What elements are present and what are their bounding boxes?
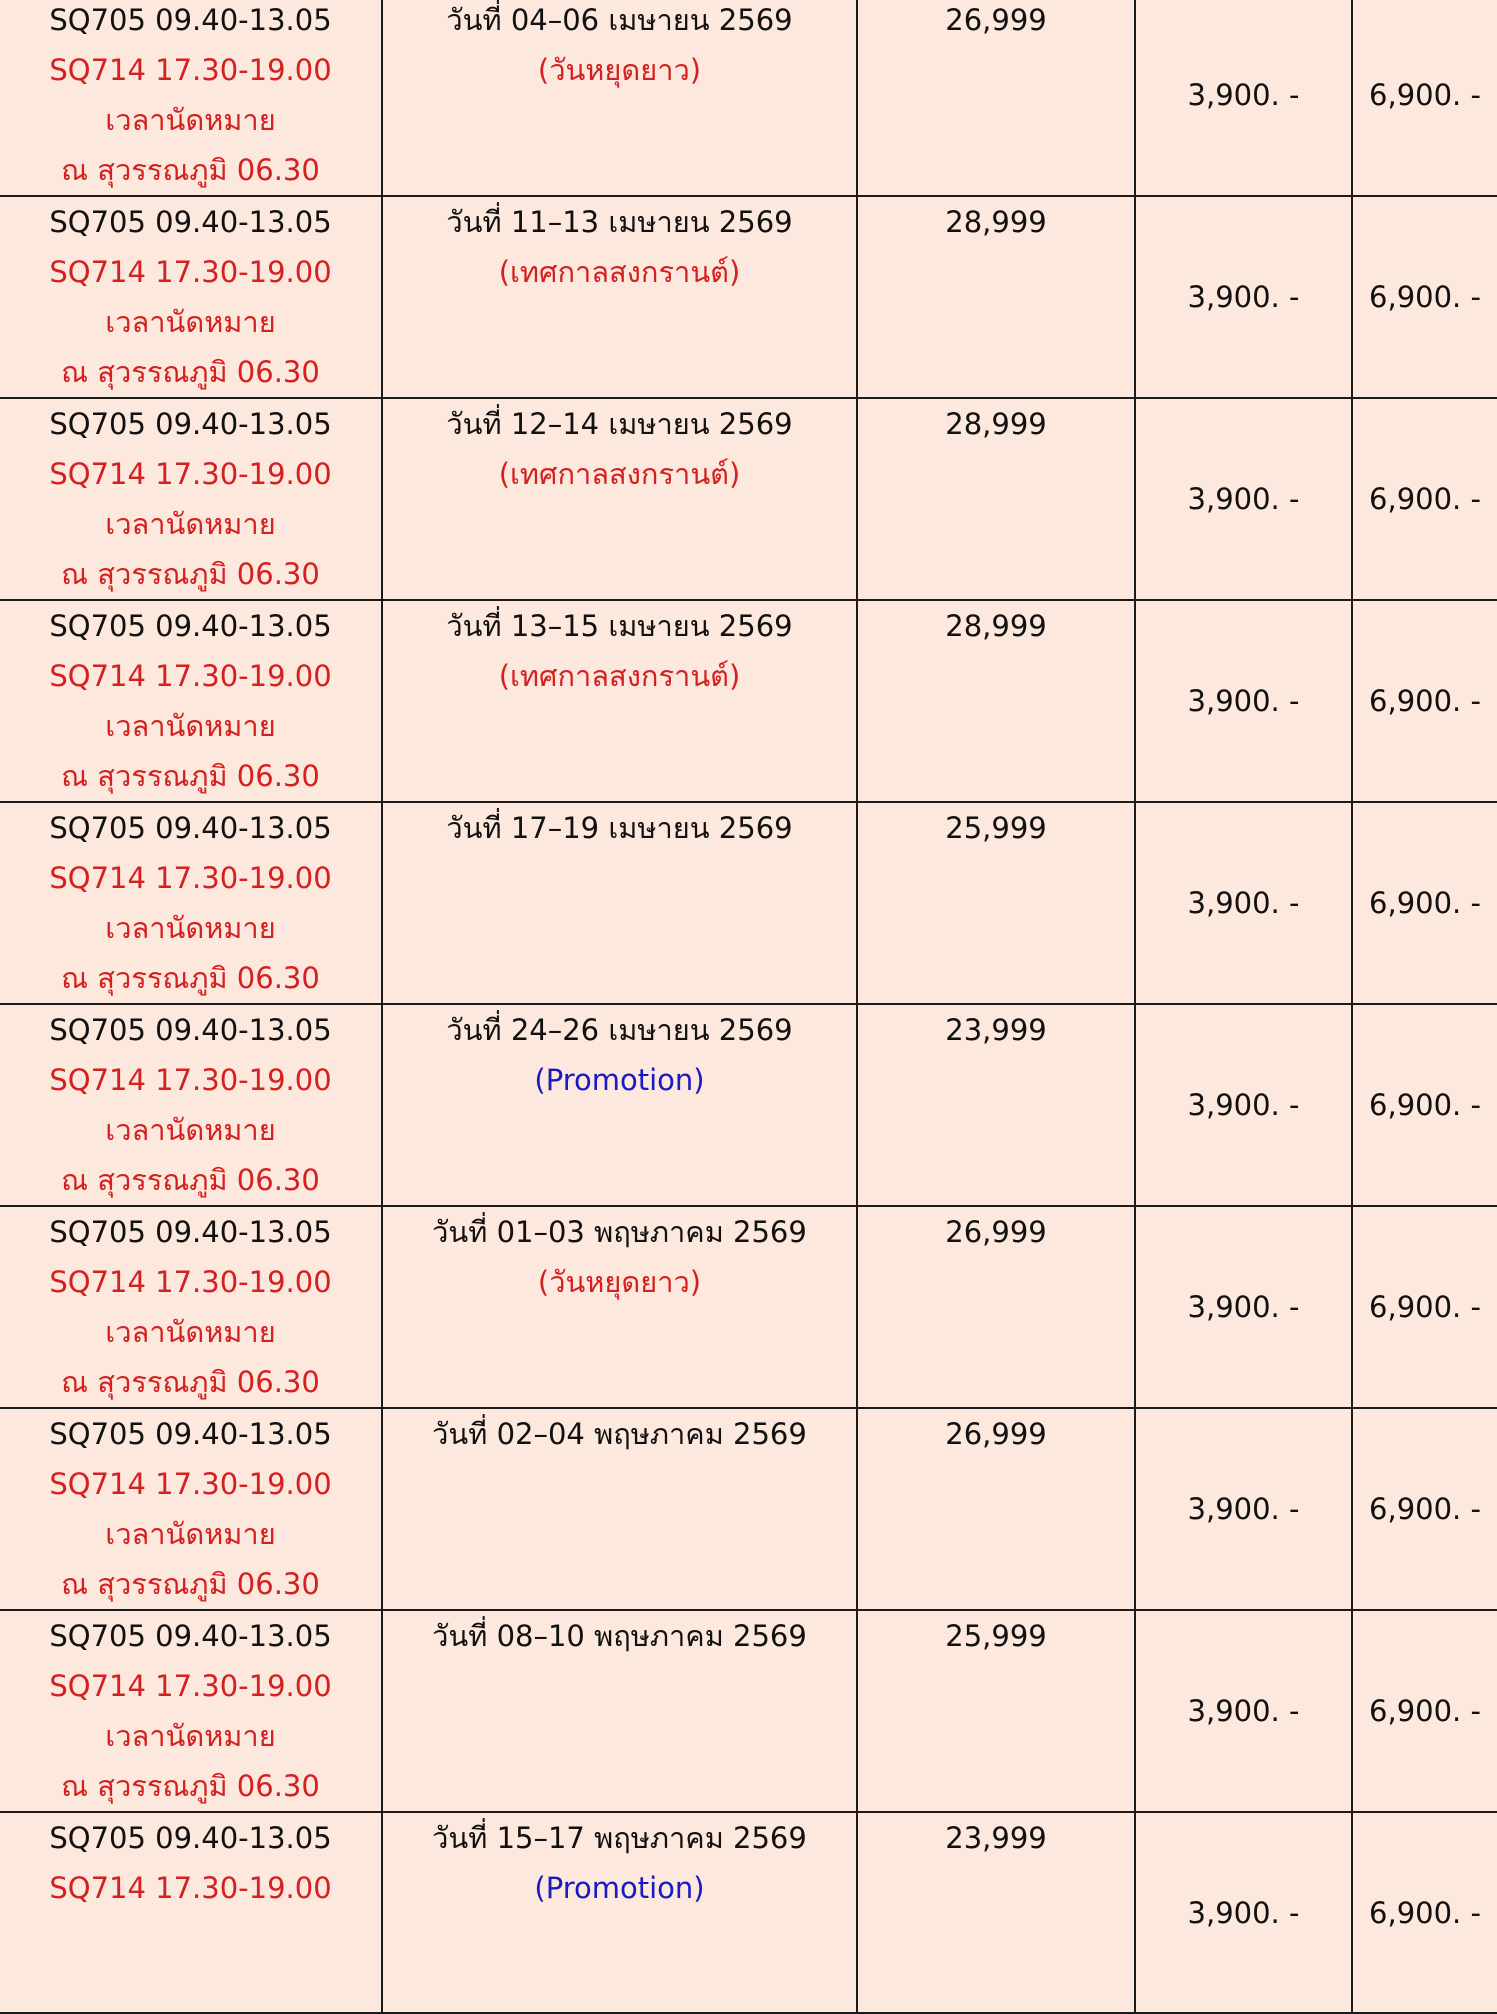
travel-date-cell	[382, 1206, 857, 1408]
single-supplement-cell	[1352, 196, 1497, 398]
single-supplement-value: 6,900. -	[1369, 684, 1481, 718]
single-supplement-value: 6,900. -	[1369, 886, 1481, 920]
meeting-time-label: เวลานัดหมาย	[105, 1719, 276, 1753]
extra-charge-cell	[1135, 0, 1352, 196]
return-flight: SQ714 17.30-19.00	[49, 1467, 332, 1501]
outbound-flight: SQ705 09.40-13.05	[49, 1619, 332, 1653]
travel-date: วันที่ 11–13 เมษายน 2569	[446, 205, 793, 239]
travel-date-cell	[382, 196, 857, 398]
travel-date-cell	[382, 1812, 857, 2013]
meeting-time-label: เวลานัดหมาย	[105, 103, 276, 137]
tour-price-cell	[857, 196, 1135, 398]
flight-cell	[0, 398, 382, 600]
extra-charge-cell	[1135, 1812, 1352, 2013]
travel-date-cell	[382, 0, 857, 196]
travel-date: วันที่ 13–15 เมษายน 2569	[446, 609, 793, 643]
date-note: (Promotion)	[534, 1063, 705, 1097]
flight-cell	[0, 0, 382, 196]
outbound-flight: SQ705 09.40-13.05	[49, 407, 332, 441]
travel-date-cell	[382, 1004, 857, 1206]
extra-charge-cell	[1135, 1610, 1352, 1812]
return-flight: SQ714 17.30-19.00	[49, 1669, 332, 1703]
meeting-place: ณ สุวรรณภูมิ 06.30	[61, 1163, 320, 1197]
flight-cell	[0, 1004, 382, 1206]
tour-price-cell	[857, 600, 1135, 802]
extra-charge-value: 3,900. -	[1187, 280, 1300, 314]
flight-cell	[0, 1812, 382, 2013]
outbound-flight: SQ705 09.40-13.05	[49, 811, 332, 845]
meeting-time-label: เวลานัดหมาย	[105, 911, 276, 945]
outbound-flight: SQ705 09.40-13.05	[49, 609, 332, 643]
extra-charge-value: 3,900. -	[1187, 1088, 1300, 1122]
tour-price: 26,999	[945, 1417, 1047, 1451]
single-supplement-cell	[1352, 1206, 1497, 1408]
return-flight: SQ714 17.30-19.00	[49, 861, 332, 895]
meeting-time-label: เวลานัดหมาย	[105, 1315, 276, 1349]
single-supplement-value: 6,900. -	[1369, 482, 1481, 516]
tour-price: 28,999	[945, 609, 1047, 643]
outbound-flight: SQ705 09.40-13.05	[49, 3, 332, 37]
meeting-place: ณ สุวรรณภูมิ 06.30	[61, 557, 320, 591]
extra-charge-value: 3,900. -	[1187, 1694, 1300, 1728]
meeting-place: ณ สุวรรณภูมิ 06.30	[61, 355, 320, 389]
outbound-flight: SQ705 09.40-13.05	[49, 1013, 332, 1047]
travel-date-cell	[382, 802, 857, 1004]
single-supplement-cell	[1352, 802, 1497, 1004]
extra-charge-cell	[1135, 1408, 1352, 1610]
table-row	[0, 1812, 1497, 2013]
tour-price-cell	[857, 802, 1135, 1004]
tour-price-cell	[857, 1812, 1135, 2013]
single-supplement-cell	[1352, 1004, 1497, 1206]
single-supplement-value: 6,900. -	[1369, 1290, 1481, 1324]
extra-charge-cell	[1135, 1004, 1352, 1206]
travel-date-cell	[382, 1408, 857, 1610]
meeting-time-label: เวลานัดหมาย	[105, 1113, 276, 1147]
meeting-time-label: เวลานัดหมาย	[105, 1517, 276, 1551]
meeting-place: ณ สุวรรณภูมิ 06.30	[61, 1769, 320, 1803]
flight-cell	[0, 600, 382, 802]
travel-date: วันที่ 15–17 พฤษภาคม 2569	[432, 1821, 807, 1855]
return-flight: SQ714 17.30-19.00	[49, 53, 332, 87]
travel-date: วันที่ 02–04 พฤษภาคม 2569	[432, 1417, 807, 1451]
outbound-flight: SQ705 09.40-13.05	[49, 1215, 332, 1249]
tour-price: 28,999	[945, 205, 1047, 239]
meeting-time-label: เวลานัดหมาย	[105, 305, 276, 339]
travel-date: วันที่ 08–10 พฤษภาคม 2569	[432, 1619, 807, 1653]
travel-date: วันที่ 24–26 เมษายน 2569	[446, 1013, 793, 1047]
travel-date: วันที่ 01–03 พฤษภาคม 2569	[432, 1215, 807, 1249]
tour-price-cell	[857, 398, 1135, 600]
extra-charge-value: 3,900. -	[1187, 1492, 1300, 1526]
travel-date: วันที่ 12–14 เมษายน 2569	[446, 407, 793, 441]
table-row	[0, 196, 1497, 398]
extra-charge-value: 3,900. -	[1187, 1895, 1300, 1930]
single-supplement-value: 6,900. -	[1369, 1895, 1481, 1930]
flight-cell	[0, 196, 382, 398]
single-supplement-cell	[1352, 1408, 1497, 1610]
single-supplement-value: 6,900. -	[1369, 1492, 1481, 1526]
extra-charge-value: 3,900. -	[1187, 886, 1300, 920]
travel-date-cell	[382, 398, 857, 600]
tour-price-cell	[857, 1206, 1135, 1408]
single-supplement-value: 6,900. -	[1369, 78, 1481, 112]
table-row	[0, 802, 1497, 1004]
tour-price: 26,999	[945, 1215, 1047, 1249]
extra-charge-cell	[1135, 196, 1352, 398]
meeting-place: ณ สุวรรณภูมิ 06.30	[61, 153, 320, 187]
table-row	[0, 398, 1497, 600]
travel-date-cell	[382, 600, 857, 802]
outbound-flight: SQ705 09.40-13.05	[49, 1417, 332, 1451]
tour-price: 25,999	[945, 1619, 1047, 1653]
single-supplement-cell	[1352, 398, 1497, 600]
table-row	[0, 0, 1497, 196]
date-note: (เทศกาลสงกรานต์)	[498, 255, 741, 289]
date-note: (วันหยุดยาว)	[537, 53, 702, 87]
tour-price: 28,999	[945, 407, 1047, 441]
extra-charge-cell	[1135, 398, 1352, 600]
meeting-time-label: เวลานัดหมาย	[105, 507, 276, 541]
outbound-flight: SQ705 09.40-13.05	[49, 205, 332, 239]
travel-date: วันที่ 04–06 เมษายน 2569	[446, 3, 793, 37]
flight-cell	[0, 802, 382, 1004]
extra-charge-cell	[1135, 600, 1352, 802]
return-flight: SQ714 17.30-19.00	[49, 1265, 332, 1299]
single-supplement-cell	[1352, 600, 1497, 802]
return-flight: SQ714 17.30-19.00	[49, 1063, 332, 1097]
single-supplement-cell	[1352, 1610, 1497, 1812]
table-row	[0, 1004, 1497, 1206]
travel-date-cell	[382, 1610, 857, 1812]
table-row	[0, 1408, 1497, 1610]
return-flight: SQ714 17.30-19.00	[49, 255, 332, 289]
extra-charge-value: 3,900. -	[1187, 78, 1300, 112]
meeting-time-label: เวลานัดหมาย	[105, 709, 276, 743]
table-row	[0, 600, 1497, 802]
tour-price-cell	[857, 1408, 1135, 1610]
meeting-place: ณ สุวรรณภูมิ 06.30	[61, 759, 320, 793]
single-supplement-cell	[1352, 1812, 1497, 2013]
extra-charge-value: 3,900. -	[1187, 482, 1300, 516]
flight-cell	[0, 1206, 382, 1408]
return-flight: SQ714 17.30-19.00	[49, 457, 332, 491]
extra-charge-cell	[1135, 1206, 1352, 1408]
tour-price-cell	[857, 0, 1135, 196]
return-flight: SQ714 17.30-19.00	[49, 1871, 332, 1905]
extra-charge-value: 3,900. -	[1187, 1290, 1300, 1324]
table-row	[0, 1206, 1497, 1408]
date-note: (เทศกาลสงกรานต์)	[498, 457, 741, 491]
tour-price-cell	[857, 1004, 1135, 1206]
date-note: (Promotion)	[534, 1871, 705, 1905]
meeting-place: ณ สุวรรณภูมิ 06.30	[61, 961, 320, 995]
single-supplement-value: 6,900. -	[1369, 280, 1481, 314]
tour-price: 25,999	[945, 811, 1047, 845]
tour-price: 26,999	[945, 3, 1047, 37]
tour-price: 23,999	[945, 1013, 1047, 1047]
extra-charge-value: 3,900. -	[1187, 684, 1300, 718]
flight-cell	[0, 1408, 382, 1610]
single-supplement-cell	[1352, 0, 1497, 196]
extra-charge-cell	[1135, 802, 1352, 1004]
meeting-place: ณ สุวรรณภูมิ 06.30	[61, 1567, 320, 1601]
travel-date: วันที่ 17–19 เมษายน 2569	[446, 811, 793, 845]
return-flight: SQ714 17.30-19.00	[49, 659, 332, 693]
date-note: (เทศกาลสงกรานต์)	[498, 659, 741, 693]
flight-cell	[0, 1610, 382, 1812]
table-row	[0, 1610, 1497, 1812]
tour-price: 23,999	[945, 1821, 1047, 1855]
single-supplement-value: 6,900. -	[1369, 1088, 1481, 1122]
outbound-flight: SQ705 09.40-13.05	[49, 1821, 332, 1855]
single-supplement-value: 6,900. -	[1369, 1694, 1481, 1728]
meeting-place: ณ สุวรรณภูมิ 06.30	[61, 1365, 320, 1399]
tour-price-cell	[857, 1610, 1135, 1812]
date-note: (วันหยุดยาว)	[537, 1265, 702, 1299]
